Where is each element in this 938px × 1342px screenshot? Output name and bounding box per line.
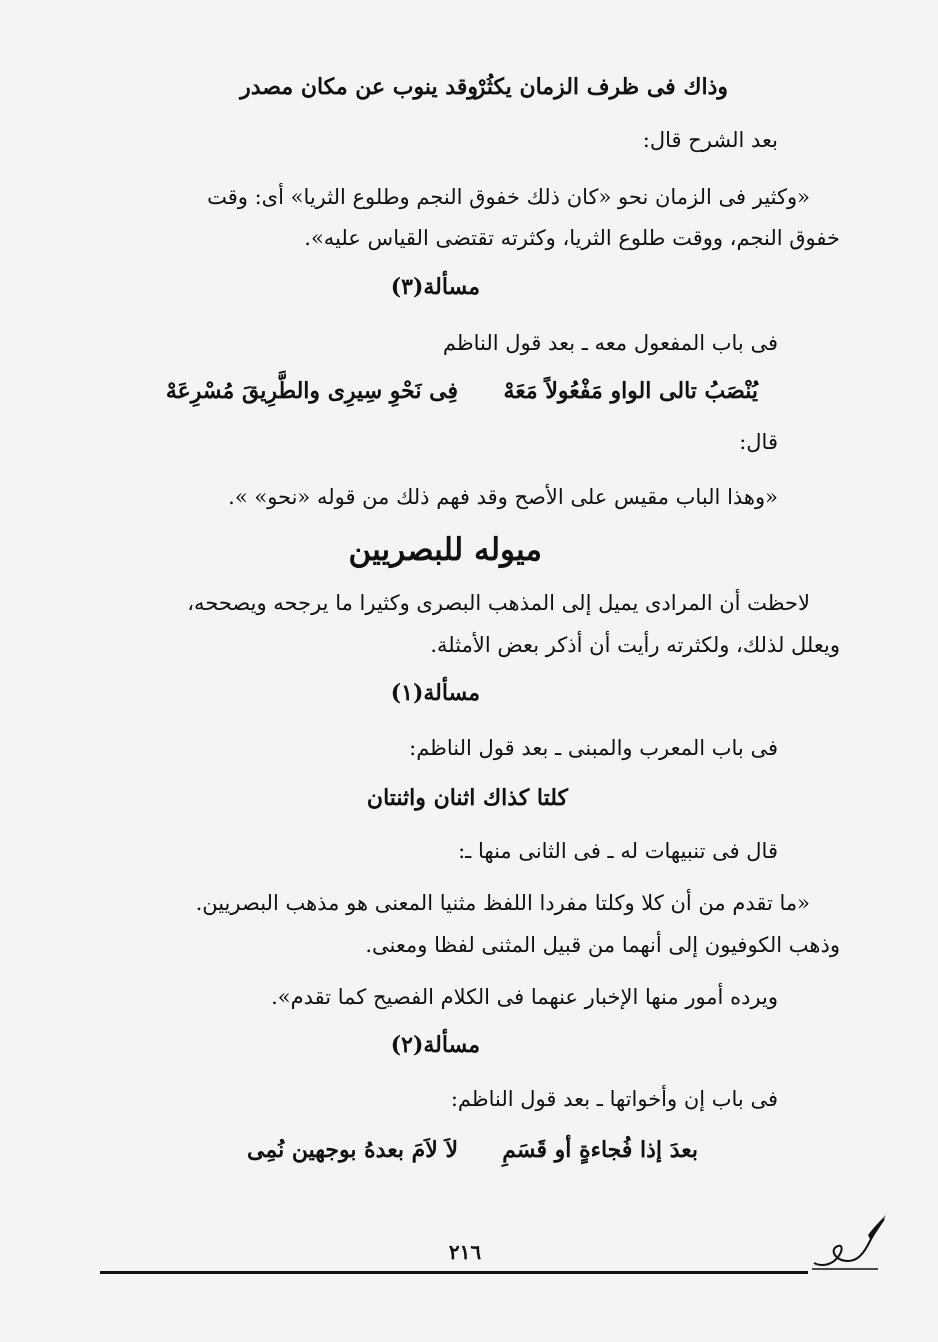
quote-line-2: خفوق النجم، ووقت طلوع الثريا، وكثرته تقتضى القياس عليه». [304, 226, 840, 250]
verse3-right-hemistich: بعدَ إذا فُجاءةٍ أو قَسَمِ [502, 1137, 698, 1163]
verse2-right-hemistich: يُنْصَبُ تالى الواو مَفْعُولاً مَعَهْ [503, 378, 758, 404]
verse1-left-hemistich: وذاك فى ظرف الزمان يكثُرْ [474, 74, 728, 100]
page-number: ٢١٦ [448, 1240, 482, 1264]
question-1-quote-line-1: «ما تقدم من أن كلا وكلتا مفردا اللفظ مثنيا المعنى هو مذهب البصريين. [195, 891, 810, 915]
section-paragraph-line-1: لاحظت أن المرادى يميل إلى المذهب البصرى وكثيرا ما يرجحه ويصححه، [187, 591, 810, 615]
section-title: ميوله للبصريين [348, 532, 542, 568]
footer-rule [100, 1271, 808, 1274]
verse1-right-hemistich: وقد ينوب عن مكان مصدر [240, 74, 478, 100]
verse3-left-hemistich: لاَ لاَمَ بعدهُ بوجهين نُمِى [247, 1137, 458, 1163]
question-1-heading: مسألة(١) [390, 680, 480, 706]
question-2-intro: فى باب إن وأخواتها ـ بعد قول الناظم: [450, 1087, 778, 1111]
question-1-intro: فى باب المعرب والمبنى ـ بعد قول الناظم: [409, 736, 778, 760]
section-paragraph-line-2: ويعلل لذلك، ولكثرته رأيت أن أذكر بعض الأمثلة. [430, 633, 840, 657]
question-3-quote: «وهذا الباب مقيس على الأصح وقد فهم ذلك من قوله «نحو» ». [228, 485, 778, 509]
question-3-heading: مسألة(٣) [390, 274, 480, 300]
verse2-left-hemistich: فِى نَحْوِ سِيرِى والطَّرِيقَ مُسْرِعَهْ [165, 378, 458, 404]
quote-line-1: «وكثير فى الزمان نحو «كان ذلك خفوق النجم وطلوع الثريا» أى: وقت [207, 185, 810, 209]
question-3-intro: فى باب المفعول معه ـ بعد قول الناظم [442, 331, 778, 355]
question-1-quote-line-3: ويرده أمور منها الإخبار عنهما فى الكلام الفصيح كما تقدم». [271, 985, 778, 1009]
question-1-said: قال فى تنبيهات له ـ فى الثانى منها ـ: [458, 839, 778, 863]
question-1-verse: كلتا كذاك اثنان واثنتان [366, 785, 568, 811]
question-1-quote-line-2: وذهب الكوفيون إلى أنهما من قبيل المثنى لفظا ومعنى. [365, 933, 840, 957]
question-3-said: قال: [739, 430, 778, 454]
paragraph-intro: بعد الشرح قال: [642, 128, 778, 152]
publisher-logo-icon [808, 1205, 888, 1277]
question-2-heading: مسألة(٢) [390, 1032, 480, 1058]
